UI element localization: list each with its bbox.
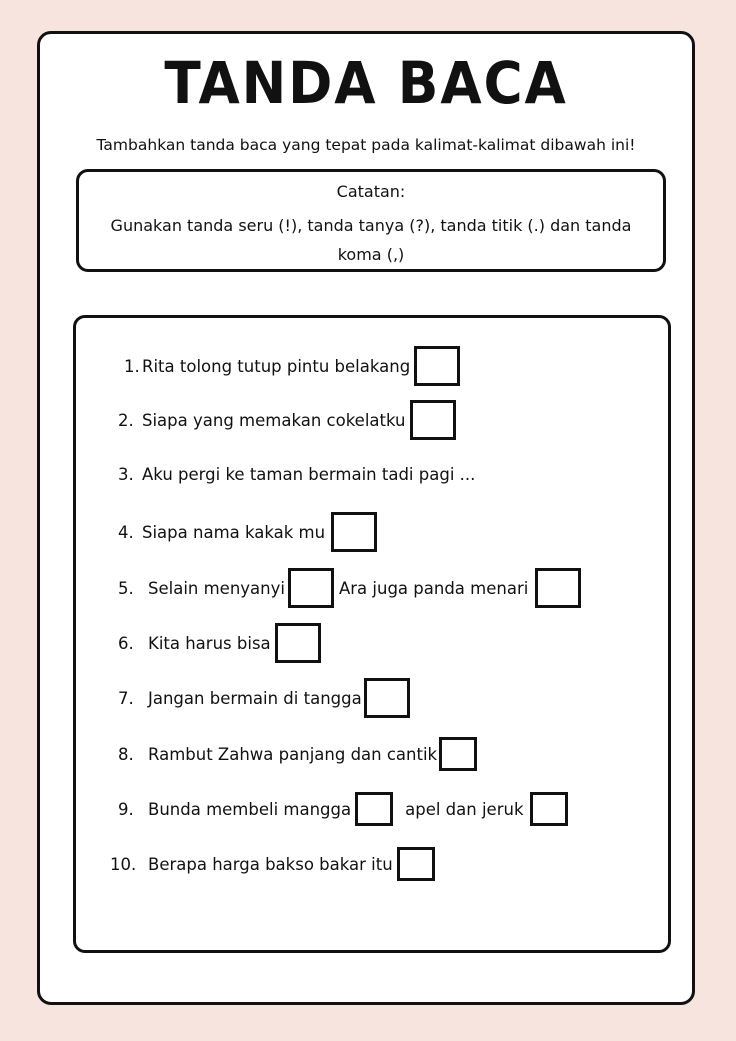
question-list xyxy=(73,315,671,953)
answer-box[interactable] xyxy=(530,792,568,826)
note-text: Gunakan tanda seru (!), tanda tanya (?), tanda titik (.) dan tanda koma (,) xyxy=(110,216,632,264)
question-text: Siapa nama kakak mu xyxy=(142,522,326,542)
answer-box[interactable] xyxy=(355,792,393,826)
answer-box[interactable] xyxy=(410,400,456,440)
question-text: apel dan jeruk xyxy=(405,799,524,819)
question-item xyxy=(110,844,435,884)
answer-box[interactable] xyxy=(288,568,334,608)
question-text: Rita tolong tutup pintu belakang xyxy=(142,356,411,376)
question-text: Jangan bermain di tangga xyxy=(148,688,362,708)
question-item xyxy=(118,678,410,718)
question-item xyxy=(124,346,460,386)
note-label: Catatan: xyxy=(336,182,406,201)
question-text: Bunda membeli mangga xyxy=(148,799,352,819)
note-box xyxy=(76,169,666,272)
question-number: 2. xyxy=(118,410,134,430)
question-text: Aku pergi ke taman bermain tadi pagi ... xyxy=(142,464,476,484)
answer-box[interactable] xyxy=(364,678,410,718)
question-number: 6. xyxy=(118,633,134,653)
answer-box[interactable] xyxy=(331,512,377,552)
answer-box[interactable] xyxy=(414,346,460,386)
question-text: Rambut Zahwa panjang dan cantik xyxy=(148,744,438,764)
question-text: Kita harus bisa xyxy=(148,633,271,653)
question-item xyxy=(118,400,456,440)
answer-box[interactable] xyxy=(397,847,435,881)
worksheet-instruction: Tambahkan tanda baca yang tepat pada kalimat-kalimat dibawah ini! xyxy=(96,136,636,154)
question-number: 3. xyxy=(118,464,134,484)
question-number: 4. xyxy=(118,522,134,542)
question-number: 5. xyxy=(118,578,134,598)
question-text: Berapa harga bakso bakar itu xyxy=(148,854,393,874)
question-text: Selain menyanyi xyxy=(148,578,285,598)
question-number: 10. xyxy=(110,854,137,874)
worksheet-page xyxy=(37,31,695,1005)
question-number: 1. xyxy=(124,356,140,376)
question-item xyxy=(118,789,568,829)
question-item xyxy=(118,734,477,774)
answer-box[interactable] xyxy=(439,737,477,771)
question-item xyxy=(118,623,321,663)
question-number: 8. xyxy=(118,744,134,764)
question-item xyxy=(118,454,475,494)
question-number: 9. xyxy=(118,799,134,819)
question-text: Ara juga panda menari xyxy=(338,578,529,598)
question-number: 7. xyxy=(118,688,134,708)
answer-box[interactable] xyxy=(275,623,321,663)
question-item xyxy=(118,568,581,608)
question-item xyxy=(118,512,377,552)
question-text: Siapa yang memakan cokelatku xyxy=(142,410,406,430)
worksheet-title: TANDA BACA xyxy=(164,49,568,117)
answer-box[interactable] xyxy=(535,568,581,608)
